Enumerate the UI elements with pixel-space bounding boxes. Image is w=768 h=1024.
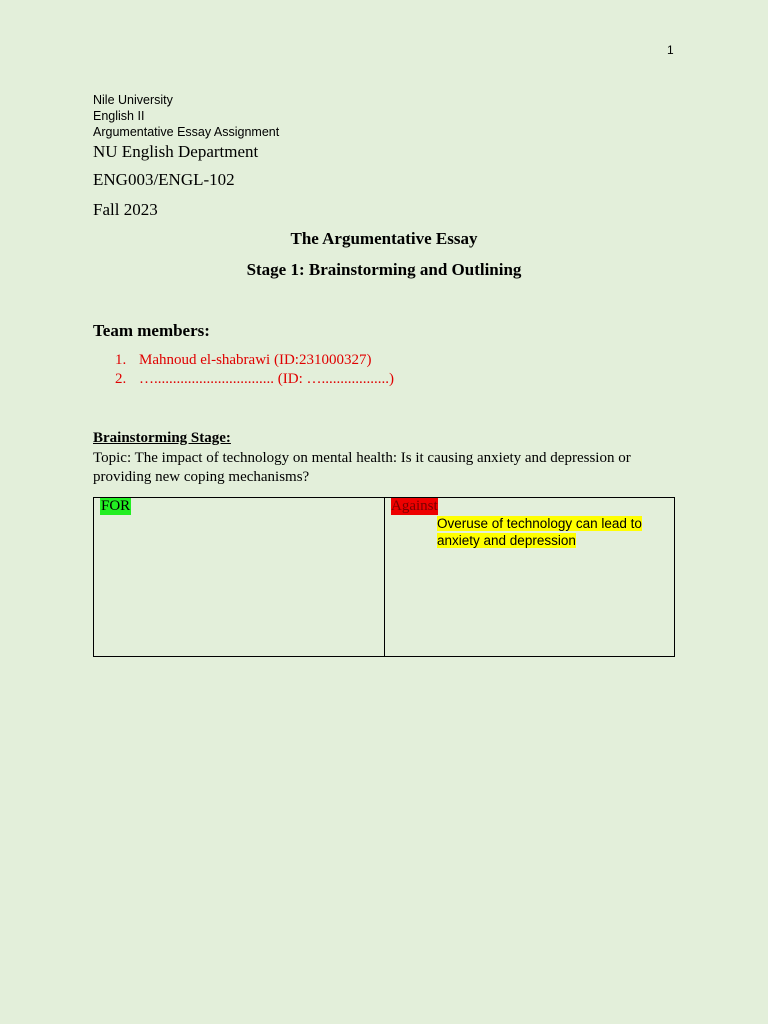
document-header (93, 92, 279, 140)
list-item-number: 1. (115, 352, 127, 368)
stage-title: Stage 1: Brainstorming and Outlining (246, 260, 522, 279)
for-label: FOR (101, 498, 131, 514)
course-name: English II (93, 109, 145, 123)
list-item-text: …................................ (ID: …..................) (139, 371, 394, 387)
brainstorming-heading: Brainstorming Stage: (93, 430, 231, 446)
list-item-number: 2. (115, 371, 127, 387)
list-item (115, 351, 394, 370)
department-name: NU English Department (93, 142, 259, 161)
page-number: 1 (667, 43, 674, 57)
against-column (385, 498, 674, 656)
against-label: Against (391, 498, 438, 514)
list-item (115, 370, 394, 389)
for-column (94, 498, 385, 656)
assignment-name: Argumentative Essay Assignment (93, 125, 280, 139)
list-item-text: Mahnoud el-shabrawi (ID:231000327) (139, 352, 372, 368)
essay-title: The Argumentative Essay (290, 229, 478, 248)
university-name: Nile University (93, 93, 173, 107)
topic-text: Topic: The impact of technology on mental health: Is it causing anxiety and depression or providing new coping mechanisms? (93, 450, 631, 485)
team-members-heading: Team members: (93, 321, 210, 340)
term: Fall 2023 (93, 200, 158, 219)
course-code: ENG003/ENGL-102 (93, 170, 235, 189)
for-against-table (93, 497, 675, 657)
team-members-list (115, 351, 394, 389)
against-point-text: Overuse of technology can lead to anxiety and depression (437, 516, 642, 548)
against-point (437, 515, 662, 549)
